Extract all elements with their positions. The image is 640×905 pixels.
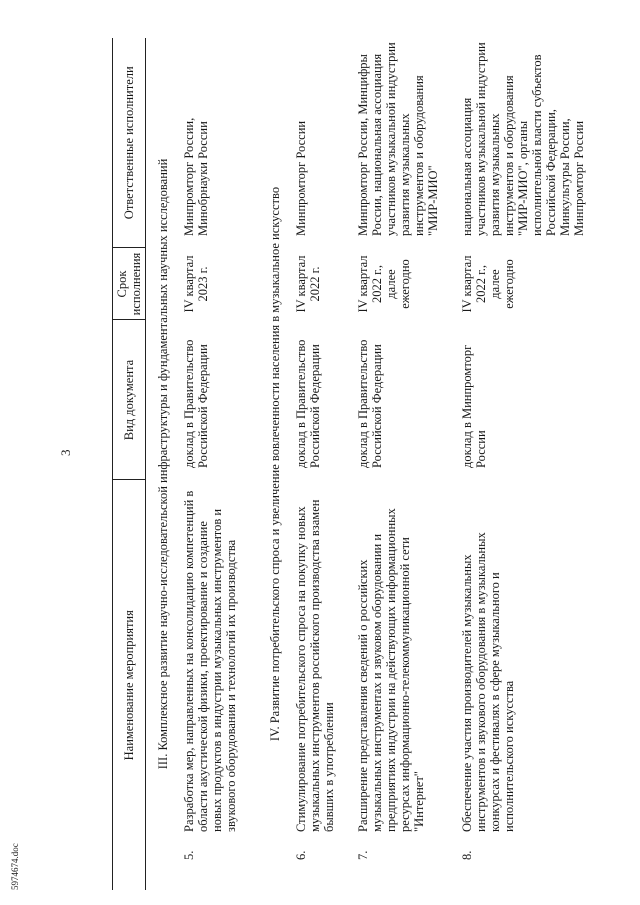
- row-executors: Минпромторг России, Минобрнауки России: [182, 117, 210, 236]
- row-name: Обеспечение участия производителей музыкальных инструментов и звукового оборудования в музыкальных конкурсах и фестивалях в сфере музыкального и исполнительского искусства: [460, 532, 516, 832]
- table-row: [182, 38, 258, 890]
- header-name: Наименование мероприятия: [113, 480, 146, 890]
- section-title: III. Комплексное развитие научно-исследовательской инфраструктуры и фундаментальных научных исследований: [156, 158, 170, 770]
- row-executors: национальная ассоциация участников музыкальной индустрии развития музыкальных инструментов и оборудования "МИР-МИО", органы исполнительной власти субъектов Российской Федерации, Минкультуры России, Минпромторг России: [460, 42, 586, 236]
- row-document: доклад в Правительство Российской Федерации: [356, 339, 384, 468]
- row-name: Разработка мер, направленных на консолидацию компетенций в области акустической физики, проектирование и создание новых продуктов в индустрии музыкальных инструментов и звукового оборудования и технологий их производства: [182, 490, 238, 832]
- rotated-table-container: [112, 38, 586, 890]
- header-document: Вид документа: [113, 320, 146, 480]
- row-executors: Минпромторг России: [294, 120, 308, 236]
- row-number: 7.: [356, 850, 370, 860]
- section-heading: [258, 38, 294, 890]
- row-document: доклад в Правительство Российской Федерации: [182, 339, 210, 468]
- header-executors: Ответственные исполнители: [113, 38, 146, 248]
- row-number: 8.: [460, 850, 474, 860]
- page-number: 3: [58, 449, 73, 456]
- row-term: IV квартал 2022 г.: [294, 255, 322, 313]
- row-document: доклад в Минпромторг России: [460, 344, 488, 468]
- header-term: Срок исполнения: [113, 248, 146, 320]
- table-header-row: [113, 38, 146, 890]
- table-row: [356, 38, 460, 890]
- document-code: 5974674.doc: [10, 843, 20, 890]
- measures-table: [112, 38, 606, 890]
- section-heading: [146, 38, 183, 890]
- row-term: IV квартал 2023 г.: [182, 255, 210, 313]
- row-term: IV квартал 2022 г., далее ежегодно: [356, 255, 412, 313]
- row-number: 5.: [182, 850, 196, 860]
- table-row: [460, 38, 606, 890]
- table-row: [294, 38, 356, 890]
- section-title: IV. Развитие потребительского спроса и увеличение вовлеченности населения в музыкальное искусство: [268, 186, 282, 742]
- row-executors: Минпромторг России, Минцифры России, национальная ассоциация участников музыкальной индустрии развития музыкальных инструментов и оборудования "МИР-МИО": [356, 42, 440, 236]
- row-term: IV квартал 2022 г., далее ежегодно: [460, 255, 516, 313]
- row-name: Расширение представления сведений о российских музыкальных инструментах и звуковом оборудовании и предприятиях индустрии на действующих информационных ресурсах информационно-телекоммуникационной сети "Интернет": [356, 508, 426, 832]
- row-document: доклад в Правительство Российской Федерации: [294, 339, 322, 468]
- row-name: Стимулирование потребительского спроса на покупку новых музыкальных инструментов российского производства взамен бывших в употреблении: [294, 499, 336, 832]
- row-number: 6.: [294, 850, 308, 860]
